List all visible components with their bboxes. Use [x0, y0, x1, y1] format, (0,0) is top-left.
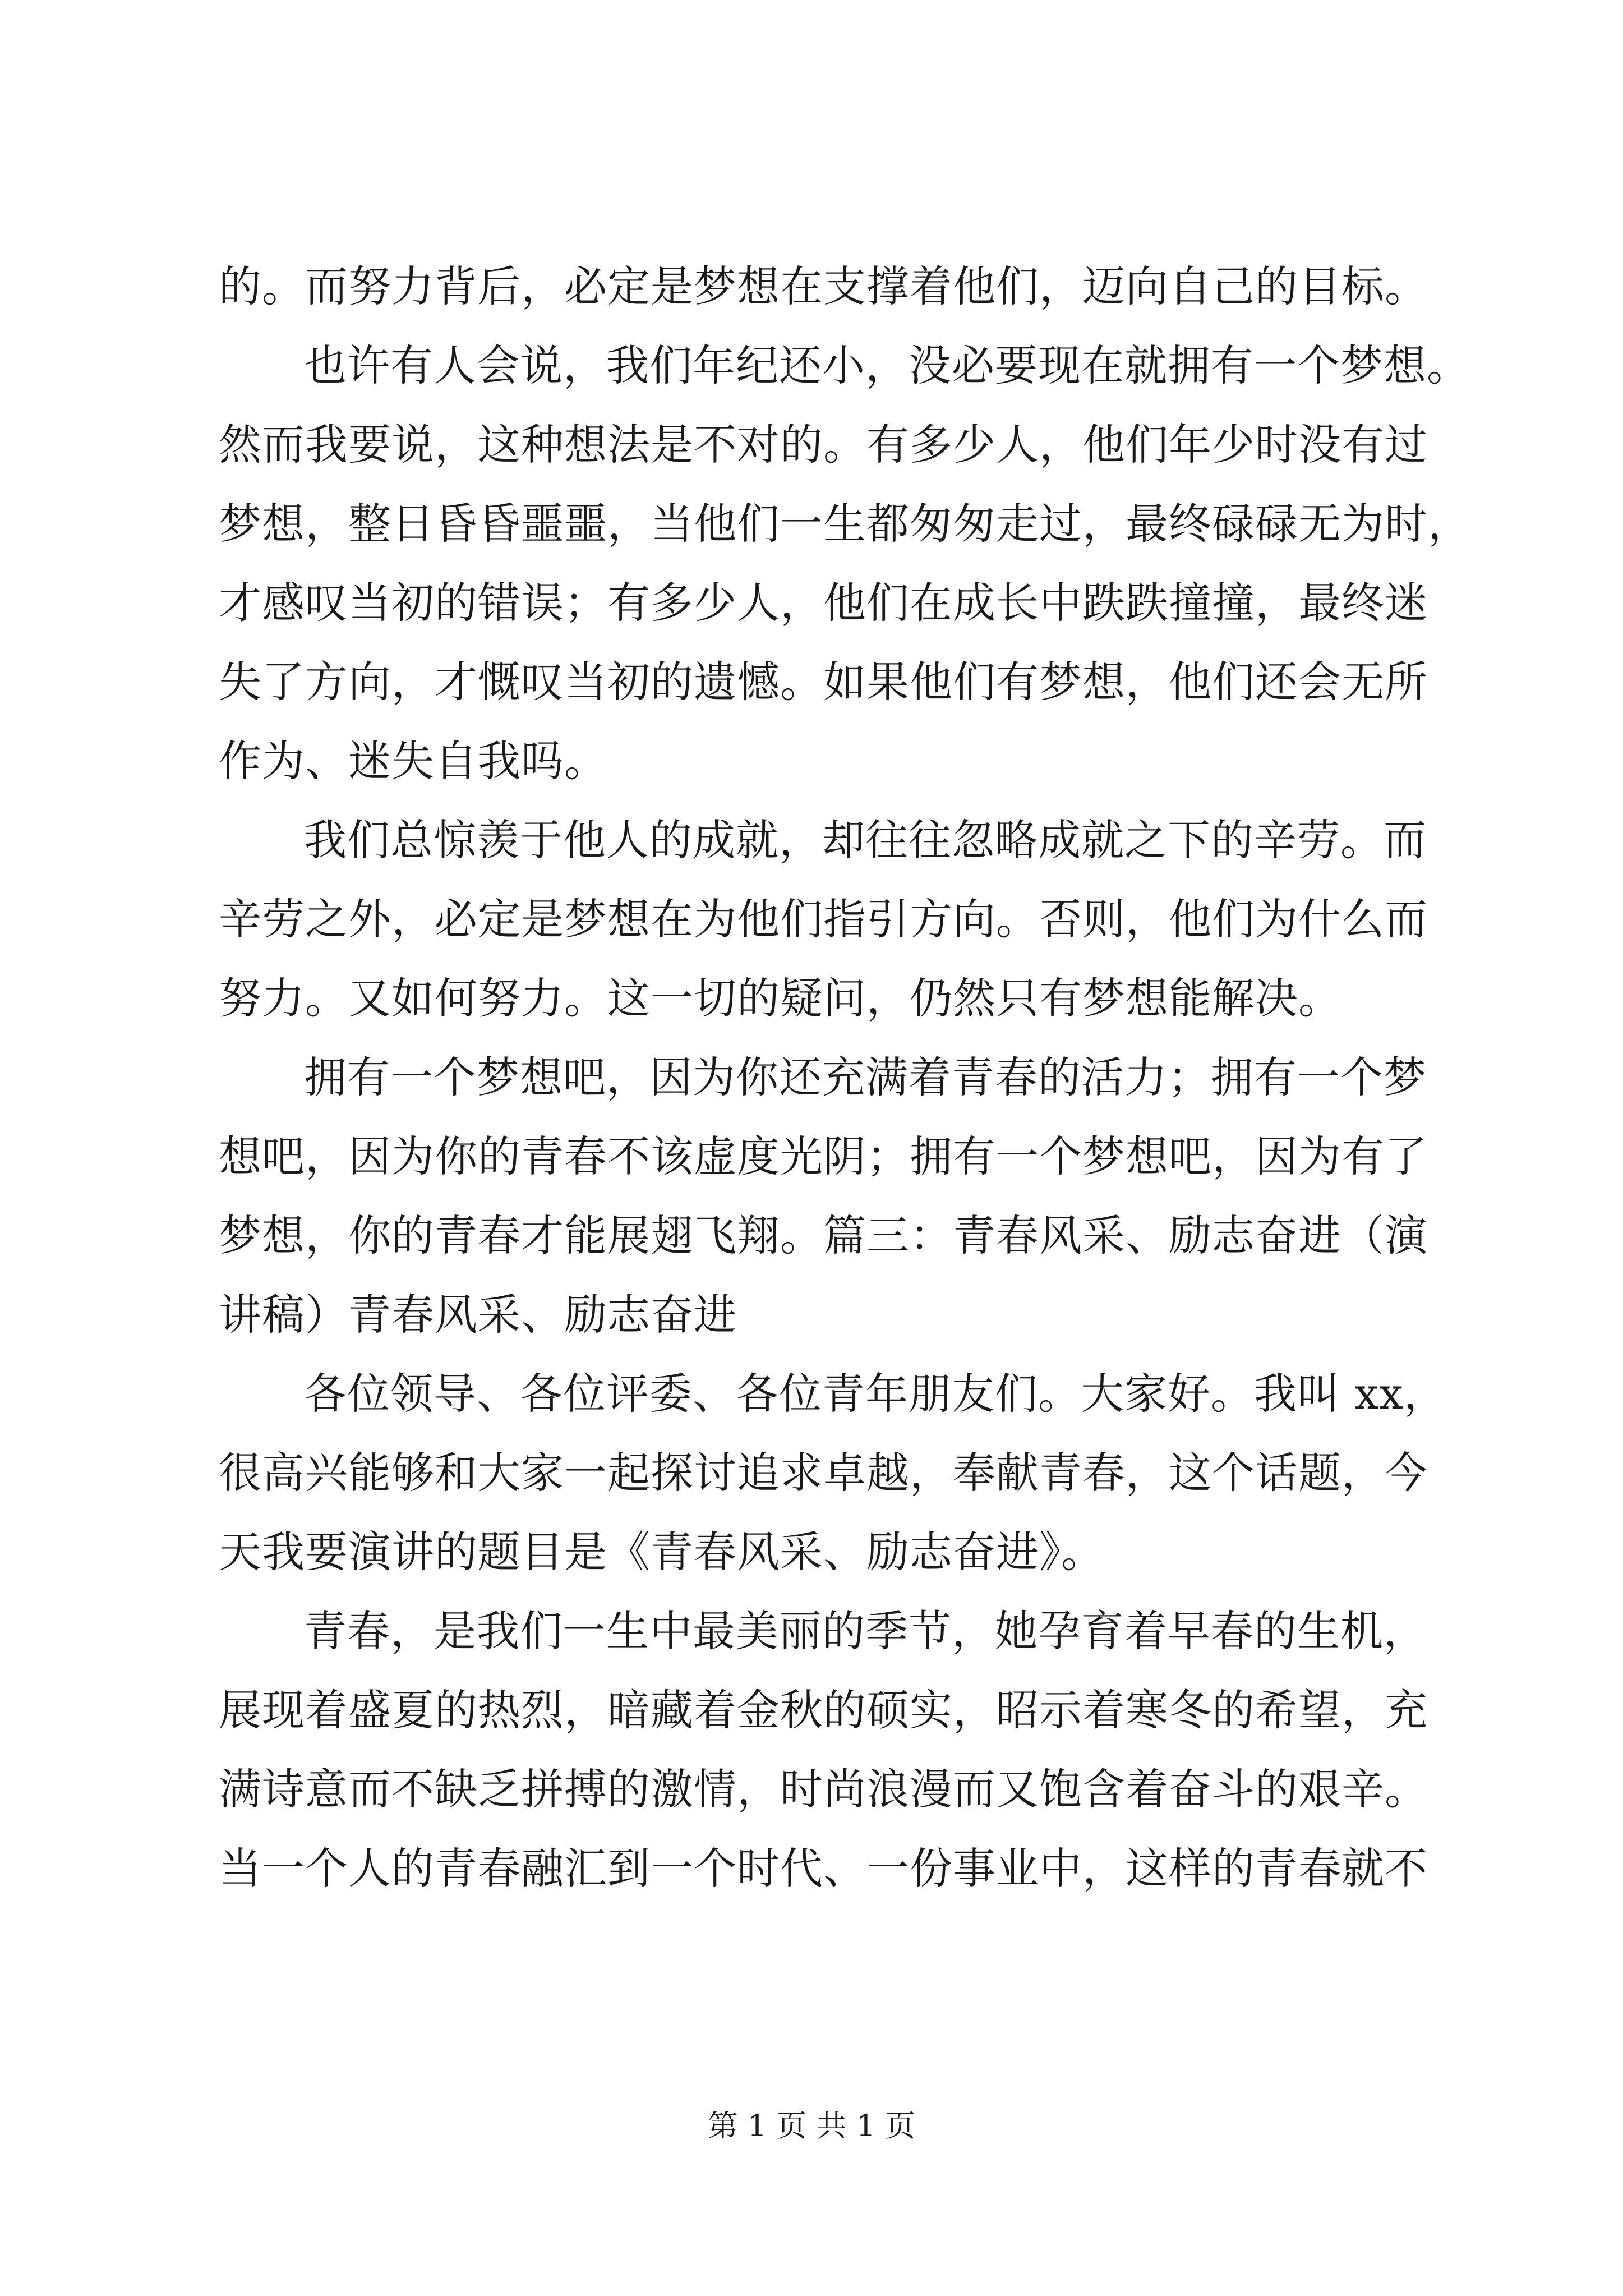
text-line: 我们总惊羡于他人的成就，却往往忽略成就之下的辛劳。而 [304, 815, 1427, 865]
text-line: 的。而努力背后，必定是梦想在支撑着他们，迈向自己的目标。 [219, 261, 1428, 311]
text-line: 作为、迷失自我吗。 [219, 736, 607, 786]
page-footer: 第 1 页 共 1 页 [707, 2108, 916, 2143]
text-line: 辛劳之外，必定是梦想在为他们指引方向。否则，他们为什么而 [219, 894, 1428, 944]
text-line: 很高兴能够和大家一起探讨追求卓越，奉献青春，这个话题，今 [219, 1448, 1428, 1498]
text-line: 天我要演讲的题目是《青春风采、励志奋进》。 [219, 1527, 1104, 1577]
text-line: 失了方向，才慨叹当初的遗憾。如果他们有梦想，他们还会无所 [219, 657, 1428, 707]
text-line: 才感叹当初的错误；有多少人，他们在成长中跌跌撞撞，最终迷 [219, 578, 1428, 628]
text-line: 梦想，你的青春才能展翅飞翔。篇三：青春风采、励志奋进（演 [219, 1211, 1428, 1260]
body-text [219, 247, 1471, 1908]
text-line: 然而我要说，这种想法是不对的。有多少人，他们年少时没有过 [219, 420, 1428, 470]
text-line: 展现着盛夏的热烈，暗藏着金秋的硕实，昭示着寒冬的希望，充 [219, 1685, 1428, 1735]
text-line: 各位领导、各位评委、各位青年朋友们。大家好。我叫 xx， [304, 1369, 1447, 1419]
text-line: 讲稿）青春风采、励志奋进 [219, 1290, 737, 1340]
text-line: 当一个人的青春融汇到一个时代、一份事业中，这样的青春就不 [219, 1843, 1428, 1893]
text-line: 想吧，因为你的青春不该虚度光阴；拥有一个梦想吧，因为有了 [219, 1131, 1428, 1181]
text-line: 青春，是我们一生中最美丽的季节，她孕育着早春的生机， [304, 1606, 1427, 1656]
text-line: 也许有人会说，我们年纪还小，没必要现在就拥有一个梦想。 [304, 341, 1470, 390]
text-line: 梦想，整日昏昏噩噩，当他们一生都匆匆走过，最终碌碌无为时， [219, 499, 1471, 549]
text-line: 努力。又如何努力。这一切的疑问，仍然只有梦想能解决。 [219, 973, 1341, 1023]
text-line: 拥有一个梦想吧，因为你还充满着青春的活力；拥有一个梦 [304, 1052, 1427, 1102]
text-line: 满诗意而不缺乏拼搏的激情，时尚浪漫而又饱含着奋斗的艰辛。 [219, 1764, 1428, 1814]
